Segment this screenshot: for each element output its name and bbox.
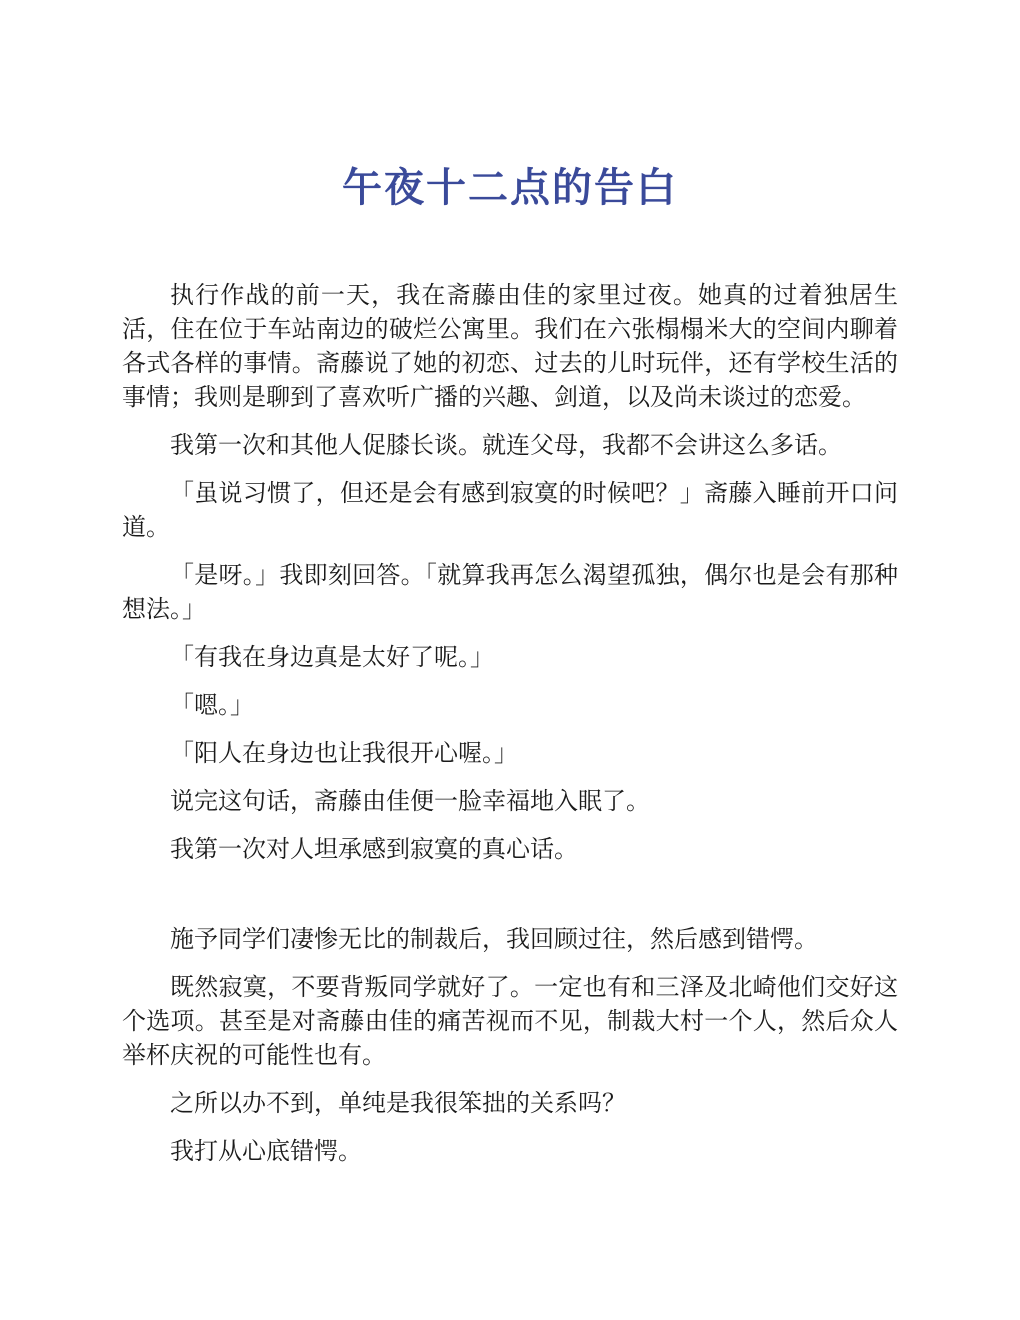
paragraph: 说完这句话，斋藤由佳便一脸幸福地入眠了。 [170, 787, 650, 815]
paragraph: 施予同学们凄惨无比的制裁后，我回顾过往，然后感到错愕。 [170, 925, 818, 953]
paragraph: 「有我在身边真是太好了呢。」 [170, 643, 494, 671]
body-text [122, 278, 898, 1182]
paragraph: 「虽说习惯了，但还是会有感到寂寞的时候吧？」斋藤入睡前开口问道。 [122, 479, 898, 541]
paragraph: 执行作战的前一天，我在斋藤由佳的家里过夜。她真的过着独居生活，住在位于车站南边的破烂公寓里。我们在六张榻榻米大的空间内聊着各式各样的事情。斋藤说了她的初恋、过去的儿时玩伴，还有学校生活的事情；我则是聊到了喜欢听广播的兴趣、剑道，以及尚未谈过的恋爱。 [122, 281, 898, 411]
scene-break [122, 880, 898, 922]
paragraph: 我打从心底错愕。 [170, 1137, 362, 1165]
paragraph: 「阳人在身边也让我很开心喔。」 [170, 739, 518, 767]
page-title: 午夜十二点的告白 [342, 165, 678, 211]
paragraph: 我第一次和其他人促膝长谈。就连父母，我都不会讲这么多话。 [170, 431, 842, 459]
paragraph: 「嗯。」 [170, 691, 254, 719]
paragraph: 我第一次对人坦承感到寂寞的真心话。 [170, 835, 578, 863]
paragraph: 之所以办不到，单纯是我很笨拙的关系吗？ [170, 1089, 626, 1117]
paragraph: 既然寂寞，不要背叛同学就好了。一定也有和三泽及北崎他们交好这个选项。甚至是对斋藤由佳的痛苦视而不见，制裁大村一个人，然后众人举杯庆祝的可能性也有。 [122, 973, 898, 1069]
paragraph: 「是呀。」我即刻回答。「就算我再怎么渴望孤独，偶尔也是会有那种想法。」 [122, 561, 898, 623]
